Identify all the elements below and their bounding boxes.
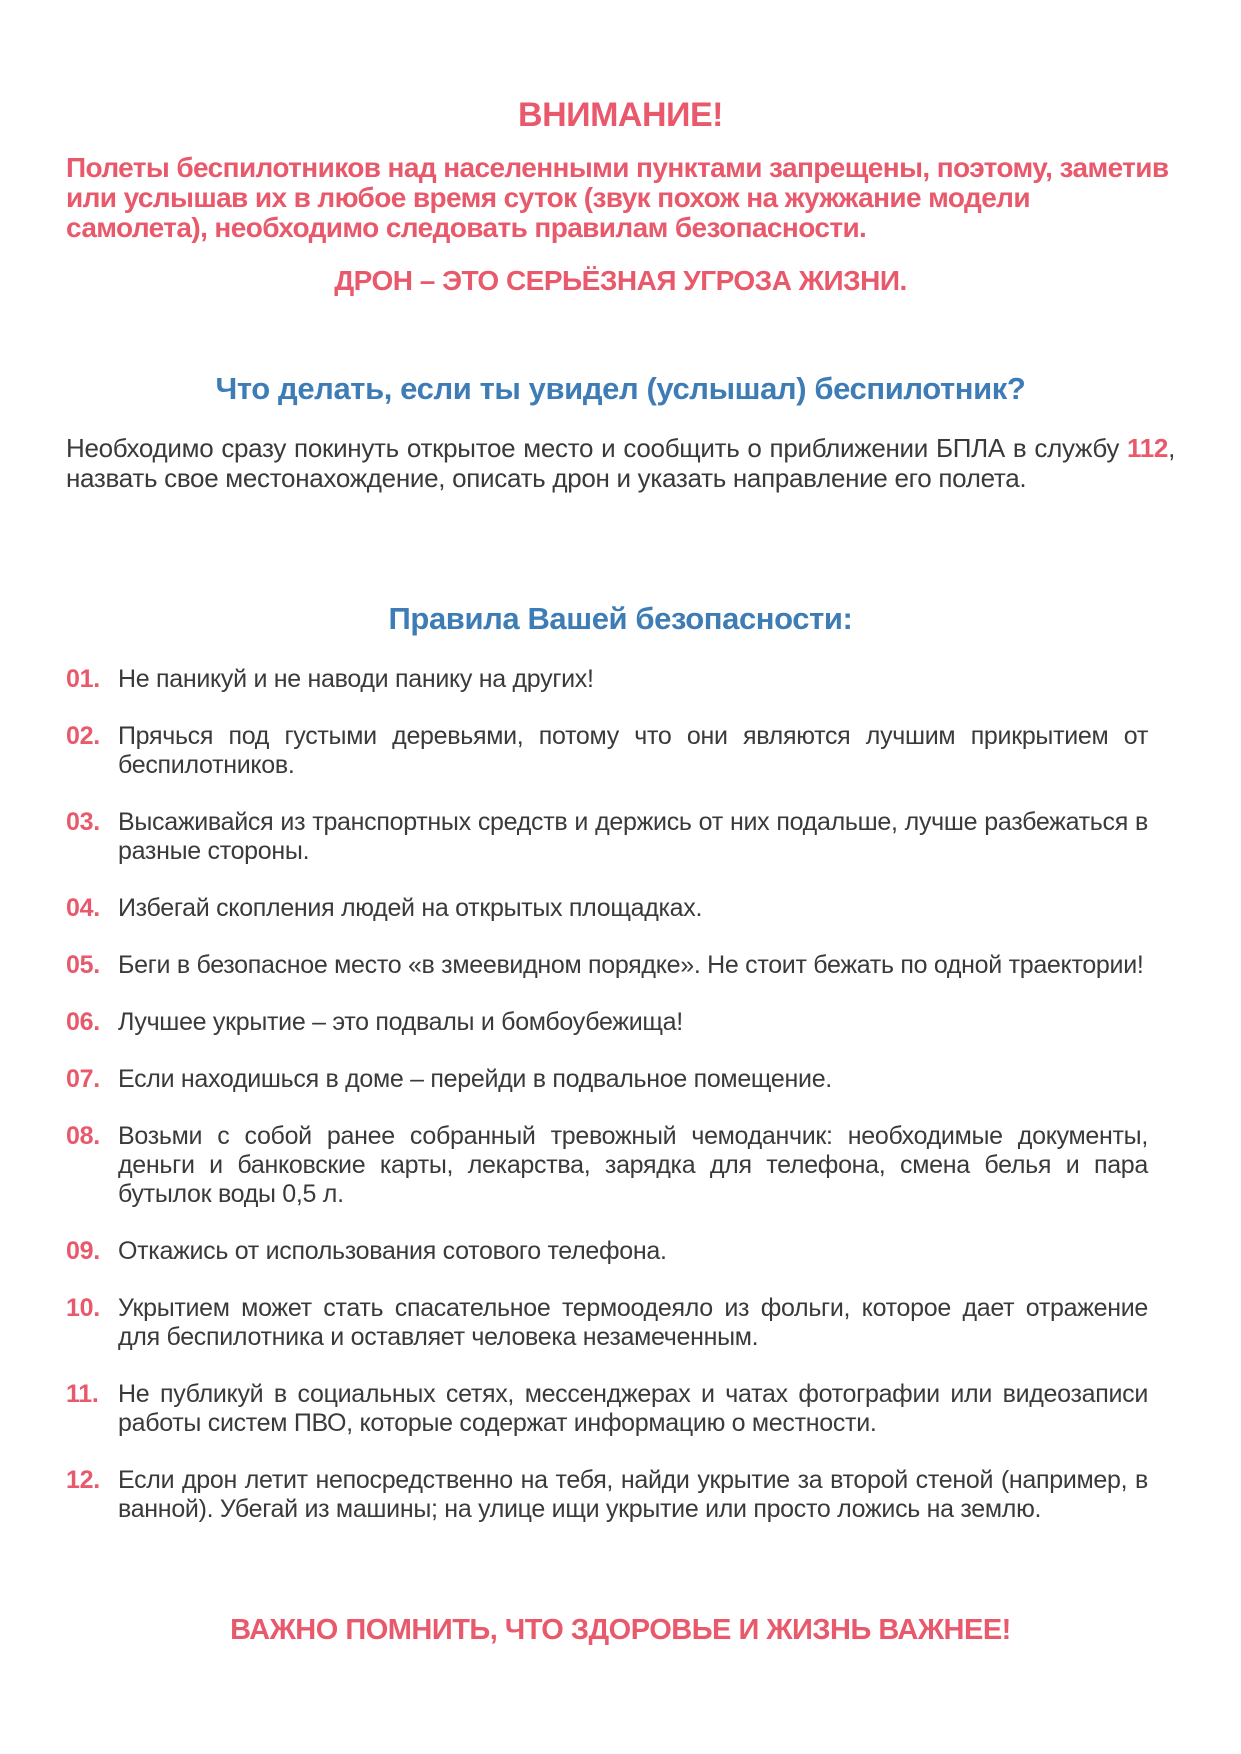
rule-number: 04. <box>66 894 100 922</box>
rule-item <box>66 1008 1175 1037</box>
rule-text: Откажись от использования сотового телефона. <box>118 1237 667 1265</box>
rule-number: 07. <box>66 1065 100 1093</box>
rule-text: Не публикуй в социальных сетях, мессенджерах и чатах фотографии или видеозаписи работы систем ПВО, которые содержат информацию о местности. <box>118 1380 1148 1437</box>
rule-number: 05. <box>66 951 100 979</box>
rule-text: Высаживайся из транспортных средств и держись от них подальше, лучше разбежаться в разные стороны. <box>118 808 1148 865</box>
rule-text: Укрытием может стать спасательное термоодеяло из фольги, которое дает отражение для беспилотника и оставляет человека незамеченным. <box>118 1294 1148 1351</box>
rule-item <box>66 1466 1175 1524</box>
safety-rules-list <box>66 665 1175 1524</box>
rule-item <box>66 722 1175 780</box>
page-title: ВНИМАНИЕ! <box>518 96 723 134</box>
rule-item <box>66 894 1175 923</box>
rule-item <box>66 665 1175 694</box>
rule-number: 01. <box>66 665 100 693</box>
section-heading-rules: Правила Вашей безопасности: <box>388 601 853 636</box>
rule-item <box>66 1065 1175 1094</box>
rule-number: 11. <box>66 1380 99 1408</box>
rule-item <box>66 951 1175 980</box>
rule-text: Беги в безопасное место «в змеевидном порядке». Не стоит бежать по одной траектории! <box>118 951 1144 979</box>
what-to-do-paragraph <box>66 433 1175 523</box>
rule-item <box>66 1237 1175 1266</box>
rule-item <box>66 1294 1175 1352</box>
rule-number: 12. <box>66 1466 100 1494</box>
drone-threat-statement: ДРОН – ЭТО СЕРЬЁЗНАЯ УГРОЗА ЖИЗНИ. <box>334 265 907 296</box>
rule-number: 03. <box>66 808 100 836</box>
rule-text: Возьми с собой ранее собранный тревожный чемоданчик: необходимые документы, деньги и банковские карты, лекарства, зарядка для телефона, смена белья и пара бутылок воды 0,5 л. <box>118 1122 1148 1208</box>
rule-text: Прячься под густыми деревьями, потому что они являются лучшим прикрытием от беспилотников. <box>118 722 1148 779</box>
paragraph-text-before: Необходимо сразу покинуть открытое место и сообщить о приближении БПЛА в службу <box>66 433 1128 463</box>
rule-text: Избегай скопления людей на открытых площадках. <box>118 894 703 922</box>
rule-text: Лучшее укрытие – это подвалы и бомбоубежища! <box>118 1008 683 1036</box>
rule-number: 06. <box>66 1008 100 1036</box>
rule-number: 02. <box>66 722 100 750</box>
rule-item <box>66 1380 1175 1438</box>
emergency-number: 112 <box>1127 433 1169 463</box>
rule-number: 08. <box>66 1122 100 1150</box>
rule-number: 09. <box>66 1237 100 1265</box>
rule-text: Если находишься в доме – перейди в подвальное помещение. <box>118 1065 832 1093</box>
footer-reminder: ВАЖНО ПОМНИТЬ, ЧТО ЗДОРОВЬЕ И ЖИЗНЬ ВАЖНЕЕ! <box>230 1614 1011 1646</box>
section-heading-what-to-do: Что делать, если ты увидел (услышал) беспилотник? <box>215 371 1026 406</box>
rule-item <box>66 808 1175 866</box>
paragraph-text-after: , назвать свое местонахождение, описать дрон и указать направление его полета. <box>66 433 1175 493</box>
rule-text: Не паникуй и не наводи панику на других! <box>118 665 594 693</box>
intro-warning-paragraph: Полеты беспилотников над населенными пунктами запрещены, поэтому, заметив или услышав их в любое время суток (звук похож на жужжание модели самолета), необходимо следовать правилам безопасности. <box>66 152 1169 243</box>
rule-number: 10. <box>66 1294 100 1322</box>
rule-text: Если дрон летит непосредственно на тебя, найди укрытие за второй стеной (например, в ванной). Убегай из машины; на улице ищи укрытие или просто ложись на землю. <box>118 1466 1148 1523</box>
rule-item <box>66 1122 1175 1209</box>
